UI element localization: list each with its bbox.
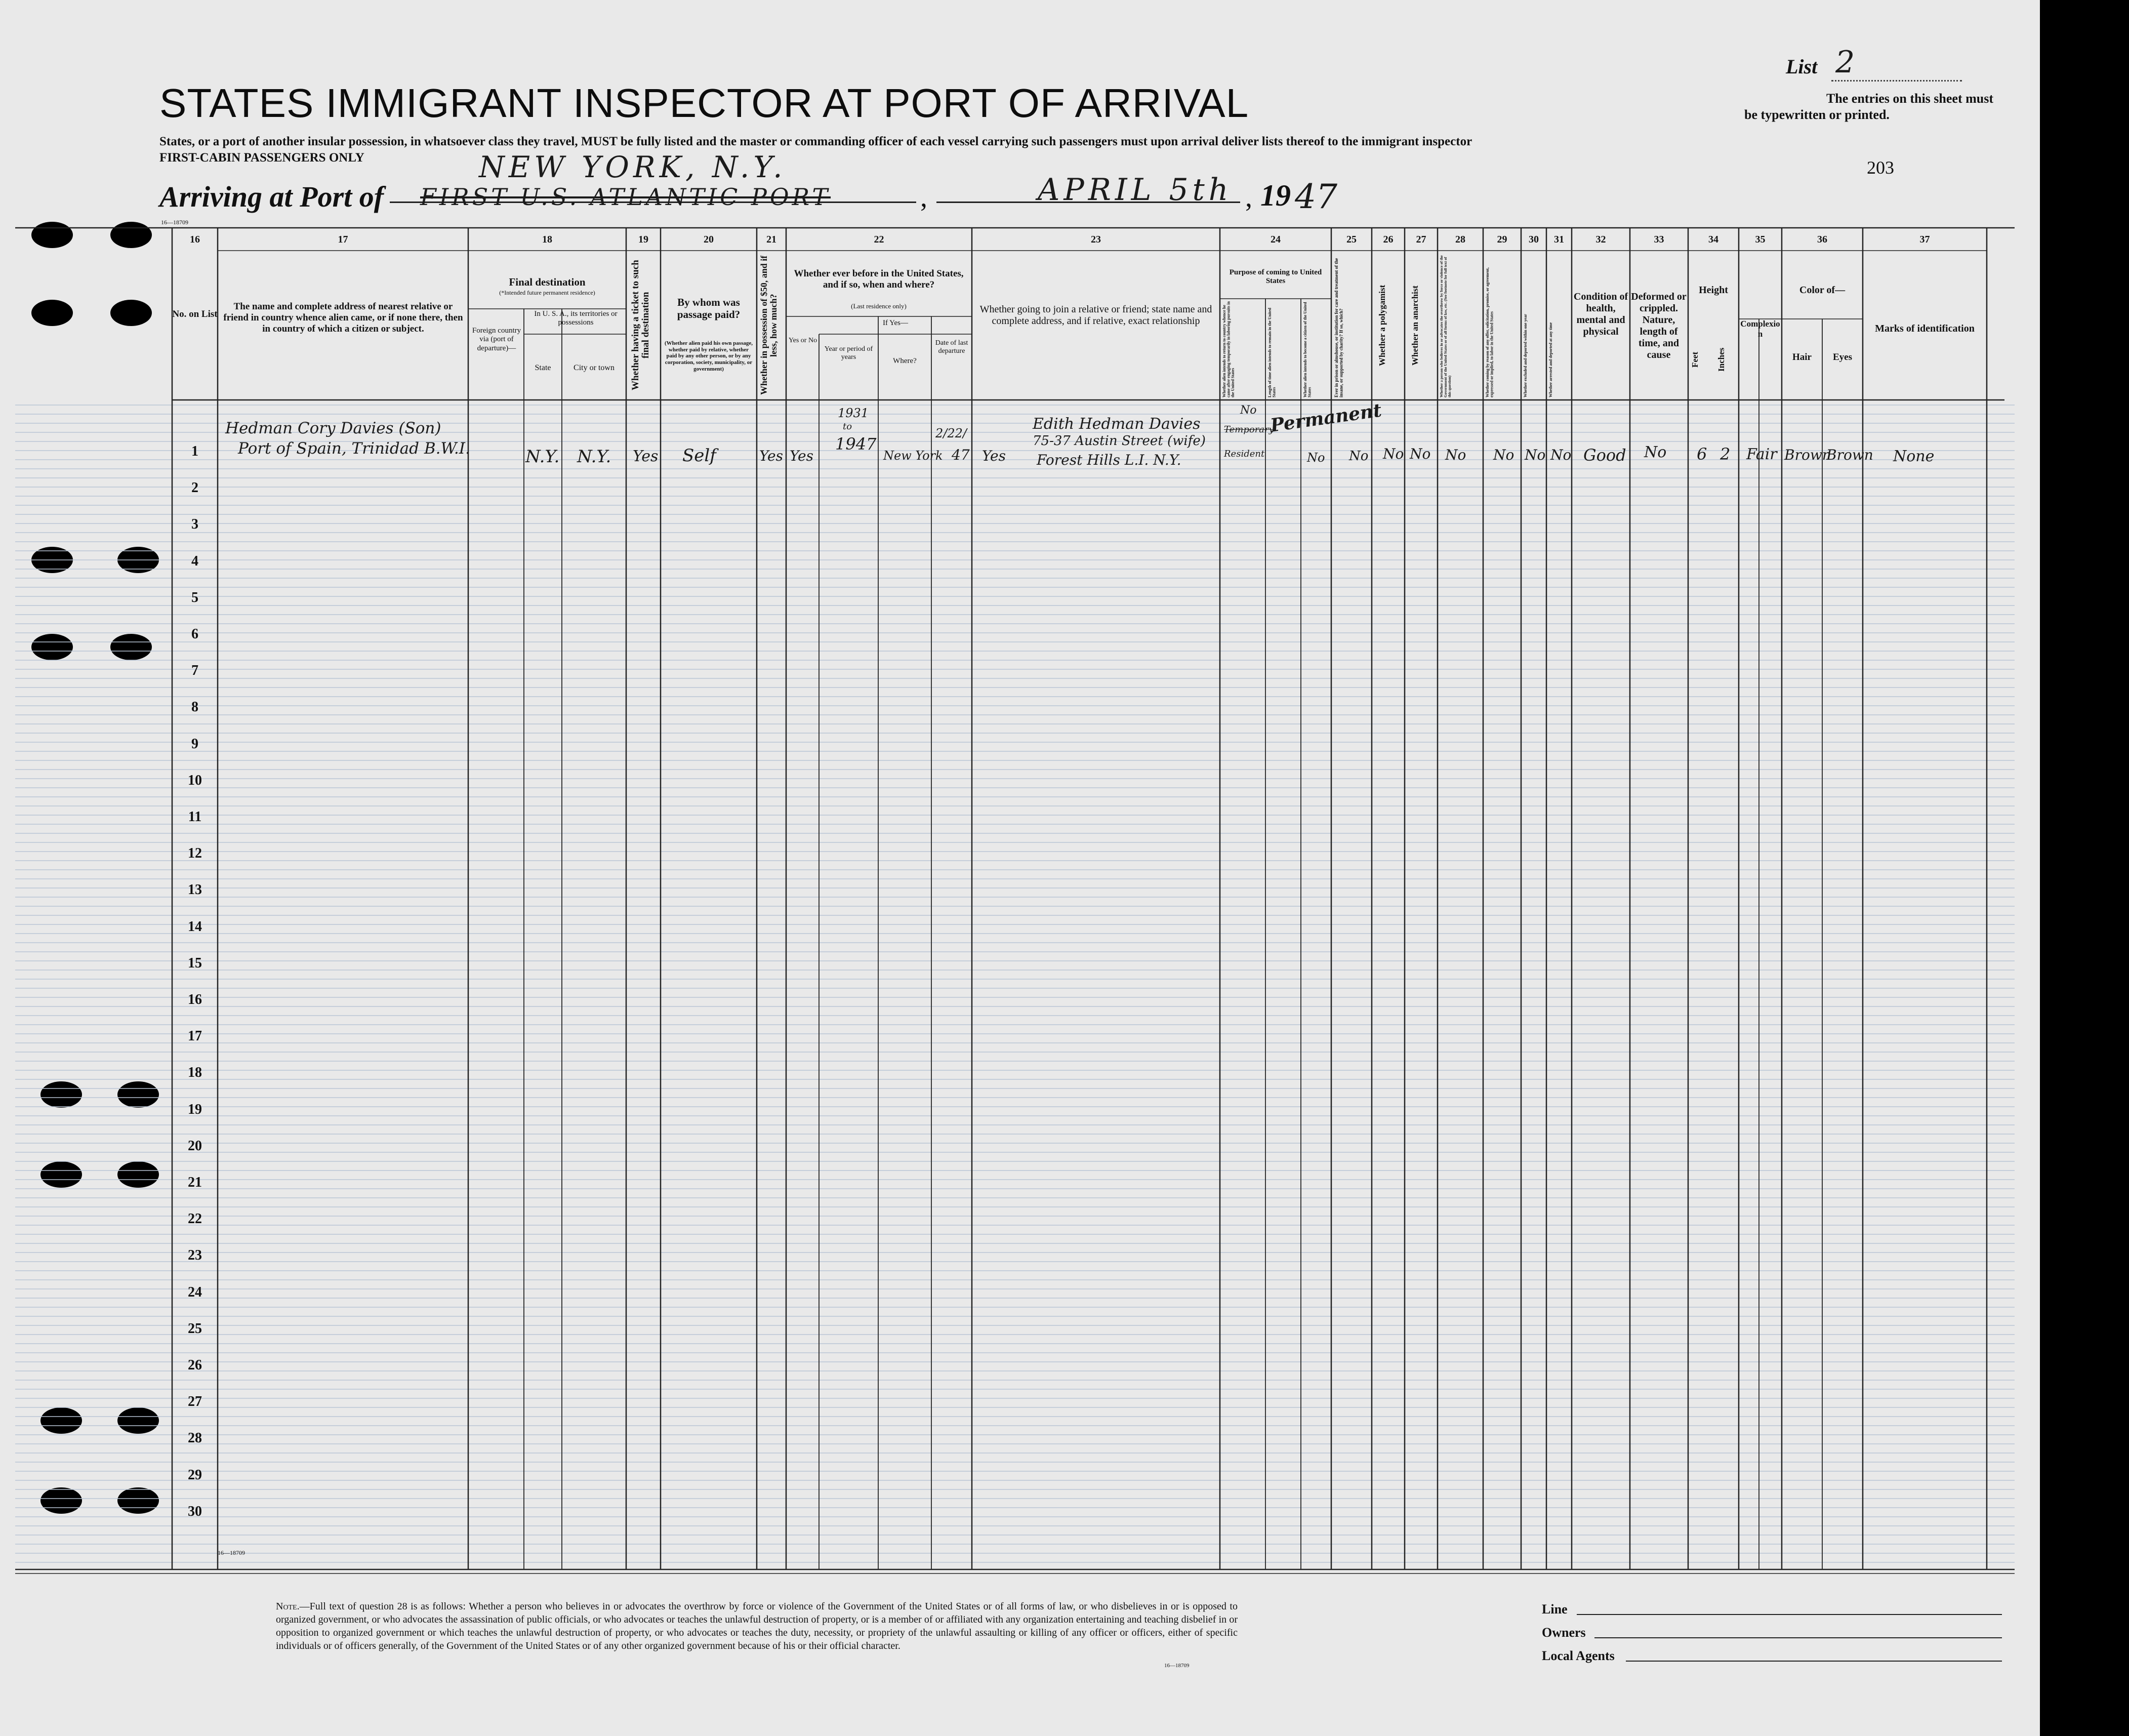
row-number: 29: [188, 1467, 202, 1483]
entry-hair: Brown: [1784, 447, 1831, 463]
port-printed-struck: FIRST U.S. ATLANTIC PORT: [420, 183, 831, 211]
row-number: 19: [188, 1101, 202, 1117]
row-number: 15: [188, 955, 202, 971]
row-number: 25: [188, 1320, 202, 1337]
col-20-header: By whom was passage paid?: [677, 296, 741, 321]
entry-paid-by: Self: [682, 446, 716, 466]
col-22-yesno: Yes or No: [788, 337, 817, 344]
entry-length: Permanent: [1269, 399, 1383, 436]
column-number: 32: [1595, 234, 1606, 245]
col-29-header: Whether coming by reason of any offer, solicitation, promise, or agreement, expressed or implied, to labor in the United States: [1485, 267, 1494, 397]
entry-relative-name: Hedman Cory Davies (Son): [225, 419, 441, 437]
entry-health: Good: [1583, 446, 1626, 465]
column-number: 22: [874, 234, 884, 245]
entry-years-start: 1931: [838, 406, 869, 420]
col-24-sub-return: Whether alien intends to return to country whence he came after engaging temporarily in laboring pursuits in the United States: [1222, 301, 1235, 397]
row-number: 4: [191, 553, 198, 569]
entry-eyes: Brown: [1826, 447, 1873, 463]
entries-note-1: The entries on this sheet must: [1826, 91, 1993, 106]
row-number: 16: [188, 992, 202, 1007]
col-36-eyes: Eyes: [1833, 352, 1852, 362]
arriving-label: Arriving at Port of: [159, 180, 384, 213]
column-number: 28: [1455, 234, 1465, 245]
year-printed: 19: [1260, 179, 1291, 212]
col-28-header: Whether a person who believes in or advocates the overthrow by force or violence of the Government of the United States or of all forms of law, etc. (See footnote for full text of this question): [1439, 255, 1452, 397]
page-title: STATES IMMIGRANT INSPECTOR AT PORT OF ARRIVAL: [159, 80, 1249, 126]
col-27-header: Whether an anarchist: [1410, 285, 1420, 366]
column-number: 36: [1817, 234, 1827, 245]
column-number: 37: [1919, 234, 1930, 245]
col-32-header: Condition of health, mental and physical: [1573, 291, 1628, 337]
col-23-header: Whether going to join a relative or friend; state name and complete address, and if relative, exact relationship: [979, 304, 1212, 327]
entry-polygamist: No: [1383, 446, 1404, 462]
line-label: Line: [1542, 1602, 1568, 1617]
entry-complexion: Fair: [1746, 446, 1777, 463]
row-number: 6: [191, 626, 198, 642]
col-18-note: (*Intended future permanent residence): [499, 289, 595, 296]
row-number: 23: [188, 1247, 202, 1264]
row-number: 26: [188, 1357, 202, 1373]
column-number: 25: [1346, 234, 1357, 245]
col-30-header: Whether excluded and deported within one year: [1523, 314, 1528, 397]
col-35-header: Complexion: [1740, 319, 1780, 339]
row-number: 11: [188, 809, 202, 825]
entry-q31: No: [1550, 447, 1572, 463]
row-number: 13: [188, 882, 202, 898]
footnote: [276, 1600, 1238, 1652]
entry-feet: 6: [1697, 445, 1707, 464]
list-number: 2: [1831, 45, 1962, 82]
col-17-header: The name and complete address of nearest relative or friend in country whence alien came, or if none there, then in country of which a citizen or subject.: [223, 301, 463, 334]
form-code-bottom: 16—18709: [218, 1549, 245, 1556]
col-18-header: Final destination: [509, 276, 586, 288]
row-number: 27: [188, 1394, 202, 1410]
entry-anarchist: No: [1410, 446, 1431, 462]
comma-1: ,: [920, 182, 927, 213]
col-37-header: Marks of identification: [1875, 323, 1975, 334]
entry-last-departure-1: 2/22/: [935, 426, 967, 440]
local-agents-field: [1626, 1661, 2002, 1662]
entry-ticket: Yes: [633, 448, 659, 465]
col-22-years: Year or period of years: [824, 345, 873, 361]
column-number: 34: [1708, 234, 1718, 245]
row-number: 5: [191, 589, 198, 605]
entry-join-yes: Yes: [982, 448, 1006, 464]
col-16-header: No. on List: [172, 309, 218, 319]
row-number: 10: [188, 772, 202, 788]
comma-2: ,: [1245, 182, 1252, 213]
row-number: 18: [188, 1065, 202, 1081]
col-33-header: Deformed or crippled. Nature, length of time, and cause: [1631, 291, 1687, 360]
column-number: 21: [766, 234, 776, 245]
arrival-date: APRIL 5th: [1038, 172, 1233, 208]
col-24-sub-citizen: Whether alien intends to become a citizen of the United States: [1303, 302, 1312, 397]
entry-ever-before: Yes: [790, 448, 813, 464]
entry-purpose-struck: Temporary: [1224, 424, 1274, 435]
entry-citizen: No: [1307, 451, 1325, 465]
entry-q29: No: [1493, 447, 1514, 463]
row-number: 7: [191, 663, 198, 679]
footnote-lead: Note.: [276, 1601, 300, 1612]
col-31-header: Whether arrested and deported at any time: [1548, 322, 1553, 397]
entry-relative-address: Port of Spain, Trinidad B.W.I.: [238, 439, 470, 458]
col-20-note: (Whether alien paid his own passage, whether paid by relative, whether paid by any other person, or by any corporation, society, municipality, or government): [665, 340, 753, 372]
owners-label: Owners: [1542, 1625, 1586, 1640]
column-number: 20: [704, 234, 714, 245]
row-number: 8: [191, 699, 198, 715]
row-number: 17: [188, 1028, 202, 1044]
header-subtitle: States, or a port of another insular possession, in whatsoever class they travel, MUST be fully listed and the master or commanding officer of each vessel carrying such passengers must upon arrival deliver lists thereof to the immigrant inspector: [159, 135, 1472, 148]
col-22-date: Date of last departure: [935, 339, 968, 355]
column-number: 23: [1091, 234, 1101, 245]
col-18-state: State: [535, 364, 551, 372]
page-number: 203: [1867, 157, 1894, 178]
col-24-sub-length: Length of time alien intends to remain in the United States: [1267, 308, 1277, 397]
col-18-foreign: Foreign country via (port of departure)—: [472, 327, 521, 352]
column-number: 27: [1416, 234, 1426, 245]
entry-state: N.Y.: [525, 447, 560, 467]
class-line: FIRST-CABIN PASSENGERS ONLY: [159, 151, 364, 165]
row-number: 22: [188, 1211, 202, 1227]
entries-note-2: be typewritten or printed.: [1744, 107, 1890, 122]
row-number: 20: [188, 1138, 202, 1154]
footnote-text: —Full text of question 28 is as follows: Whether a person who believes in or advocates the overthrow by force or violence of the Government of the United States or of all forms of law, or who disbelieves in or is opposed to organized government, or who advocates the assassination of public officials, or who advocates or teaches the unlawful destruction of property, or is a member of or affiliated with any organization entertaining and teaching disbelief in or opposition to organized government or which teaches the unlawful destruction of property, or who advocates or teaches the duty, necessity, or propriety of the unlawful assaulting or killing of any officer or officers, either of specific individuals or of officers generally, of the Government of the United States or of any other organized government because of his or their official character.: [276, 1601, 1238, 1651]
column-number: 29: [1497, 234, 1507, 245]
form-code-top: 16—18709: [161, 219, 188, 226]
row-number: 2: [191, 480, 198, 496]
entry-join-address: 75-37 Austin Street (wife): [1033, 433, 1206, 449]
col-26-header: Whether a polygamist: [1377, 285, 1387, 366]
column-number: 26: [1383, 234, 1394, 245]
col-34-header: Height: [1699, 285, 1728, 296]
entry-purpose-no: No: [1240, 404, 1257, 417]
col-24-header: Purpose of coming to United States: [1229, 268, 1322, 286]
column-number: 16: [190, 234, 200, 245]
col-19-header: Whether having a ticket to such final destination: [630, 260, 651, 391]
entry-possession-50: Yes: [759, 448, 783, 464]
entry-years-to: to: [843, 421, 852, 432]
col-18-usa: In U. S. A., its territories or possessions: [534, 310, 618, 327]
col-34-inches: Inches: [1716, 347, 1726, 372]
entry-q28: No: [1445, 447, 1466, 463]
row-number: 12: [188, 845, 202, 862]
col-34-feet: Feet: [1690, 351, 1700, 368]
line-field: [1577, 1614, 2002, 1615]
entry-inches: 2: [1720, 445, 1731, 464]
column-number: 33: [1654, 234, 1664, 245]
row-number: 9: [191, 736, 198, 752]
column-number: 31: [1554, 234, 1564, 245]
col-36-header: Color of—: [1799, 285, 1846, 296]
entry-where: New York: [883, 449, 943, 463]
row-number: 1: [191, 443, 198, 459]
entry-join-city: Forest Hills L.I. N.Y.: [1037, 452, 1181, 468]
entry-years-end: 1947: [835, 434, 877, 454]
entry-deformed: No: [1644, 443, 1667, 461]
entry-city: N.Y.: [577, 447, 611, 467]
col-22-note: (Last residence only): [851, 302, 907, 310]
column-number: 24: [1271, 234, 1281, 245]
col-18-city: City or town: [574, 364, 615, 372]
row-number: 21: [188, 1175, 202, 1190]
col-25-header: Ever in prison or almshouse, or institution for care and treatment of the insane, or supported by charity? If so, which?: [1334, 258, 1344, 397]
owners-field: [1594, 1637, 2002, 1638]
entry-purpose-resident: Resident: [1224, 449, 1265, 459]
row-number: 3: [191, 516, 198, 533]
row-number: 14: [188, 918, 202, 935]
row-number: 28: [188, 1430, 202, 1446]
column-number: 35: [1755, 234, 1766, 245]
year-handwritten: 47: [1295, 177, 1337, 216]
entry-last-departure-2: 47: [952, 447, 970, 463]
column-number: 17: [338, 234, 348, 245]
row-number: 30: [188, 1503, 202, 1519]
column-number: 30: [1529, 234, 1539, 245]
footnote-code: 16—18709: [1164, 1663, 1190, 1669]
col-36-hair: Hair: [1792, 352, 1812, 362]
local-agents-label: Local Agents: [1542, 1648, 1615, 1663]
port-handwritten: NEW YORK, N.Y.: [479, 150, 787, 184]
col-22-where: Where?: [893, 357, 917, 365]
column-number: 19: [638, 234, 648, 245]
row-number: 24: [188, 1284, 202, 1300]
col-22-ifyes: If Yes—: [882, 319, 908, 327]
entry-prison: No: [1349, 449, 1369, 464]
entry-join-name: Edith Hedman Davies: [1033, 415, 1201, 433]
column-number: 18: [542, 234, 552, 245]
entry-marks: None: [1893, 448, 1935, 465]
entry-q30: No: [1525, 447, 1546, 463]
col-22-header: Whether ever before in the United States, and if so, when and where?: [794, 268, 964, 290]
list-label: List: [1786, 55, 1818, 78]
col-21-header: Whether in possession of $50, and if less, how much?: [759, 255, 779, 395]
